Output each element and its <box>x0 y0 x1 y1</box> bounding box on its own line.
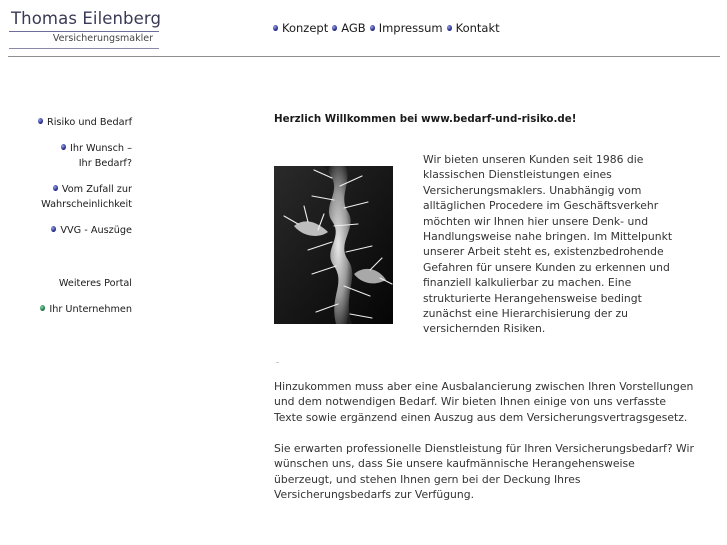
bullet-icon <box>332 25 337 31</box>
nav-link-label: Konzept <box>282 21 329 35</box>
sidebar-item-ihr-unternehmen[interactable] <box>2 302 132 317</box>
logo-name: Thomas Eilenberg <box>11 9 162 28</box>
bullet-icon <box>61 144 66 150</box>
sidebar-item-label-line2: Wahrscheinlichkeit <box>41 199 132 210</box>
intro-text: Wir bieten unseren Kunden seit 1986 die klassischen Dienstleistungen eines Versicherungsmaklers. Unabhängig vom alltäglichen Procedere im Geschäftsverkehr möchten wir Ihnen hier unsere Denk- und Handlungsweise nahe bringen. Im Mittelpunkt unserer Arbeit steht es, existenzbedrohende Gefahren für unsere Kunden zu erkennen und finanziell kalkulierbar zu machen. Eine strukturierte Herangehensweise bedingt zunächst eine Hierarchisierung der zu versichernden Risiken. <box>423 153 673 336</box>
bullet-icon <box>38 118 43 124</box>
sidebar-item-label: Ihr Unternehmen <box>49 304 132 315</box>
bullet-icon <box>447 25 452 31</box>
thorn-plant-photo <box>274 166 393 324</box>
logo-subtitle: Versicherungsmakler <box>52 33 153 44</box>
welcome-heading: Herzlich Willkommen bei www.bedarf-und-risiko.de! <box>274 113 577 125</box>
sidebar-item-label-line2: Ihr Bedarf? <box>78 158 132 169</box>
main-content <box>274 112 694 128</box>
sidebar-item-risiko-und-bedarf[interactable] <box>2 115 132 130</box>
nav-link-konzept[interactable] <box>273 21 328 35</box>
bullet-icon <box>51 226 56 232</box>
sidebar-item-label: Weiteres Portal <box>58 278 132 289</box>
sidebar-item-ihr-wunsch[interactable] <box>2 141 132 171</box>
header-divider <box>8 56 720 57</box>
sidebar-item-label: Risiko und Bedarf <box>46 117 132 128</box>
sidebar-item-vom-zufall[interactable] <box>2 182 132 212</box>
sidebar-item-label: Ihr Wunsch – <box>69 143 132 154</box>
sidebar-item-vvg-auszuege[interactable] <box>2 223 132 238</box>
bullet-icon <box>370 25 375 31</box>
bullet-icon <box>273 25 278 31</box>
nav-link-impressum[interactable] <box>370 21 443 35</box>
logo[interactable] <box>9 9 162 49</box>
spacer-mark <box>276 362 279 363</box>
top-navigation <box>273 20 504 36</box>
thorn-plant-illustration <box>274 166 393 324</box>
nav-link-agb[interactable] <box>332 21 365 35</box>
logo-underline <box>9 31 159 32</box>
body-paragraph-1: Hinzukommen muss aber eine Ausbalancierung zwischen Ihren Vorstellungen und dem notwendigen Bedarf. Wir bieten Ihnen einige von uns verfasste Texte sowie ergänzend einen Auszug aus dem Versicherungsvertragsgesetz. <box>274 380 694 424</box>
sidebar-item-label: VVG - Auszüge <box>60 225 132 236</box>
sidebar-item-label: Vom Zufall zur <box>61 184 132 195</box>
sidebar <box>2 115 132 317</box>
body-paragraph-2: Sie erwarten professionelle Dienstleistung für Ihren Versicherungsbedarf? Wir wünschen uns, dass Sie unsere kaufmännische Herangehensweise überzeugt, und stehen Ihnen gern bei der Deckung Ihres Versicherungsbedarfs zur Verfügung. <box>274 442 694 502</box>
nav-link-label: Impressum <box>378 21 443 35</box>
nav-link-kontakt[interactable] <box>447 21 500 35</box>
nav-link-label: AGB <box>341 21 366 35</box>
bullet-icon <box>40 305 45 311</box>
sidebar-item-weiteres-portal[interactable] <box>2 276 132 291</box>
nav-link-label: Kontakt <box>455 21 500 35</box>
bullet-icon <box>53 185 58 191</box>
